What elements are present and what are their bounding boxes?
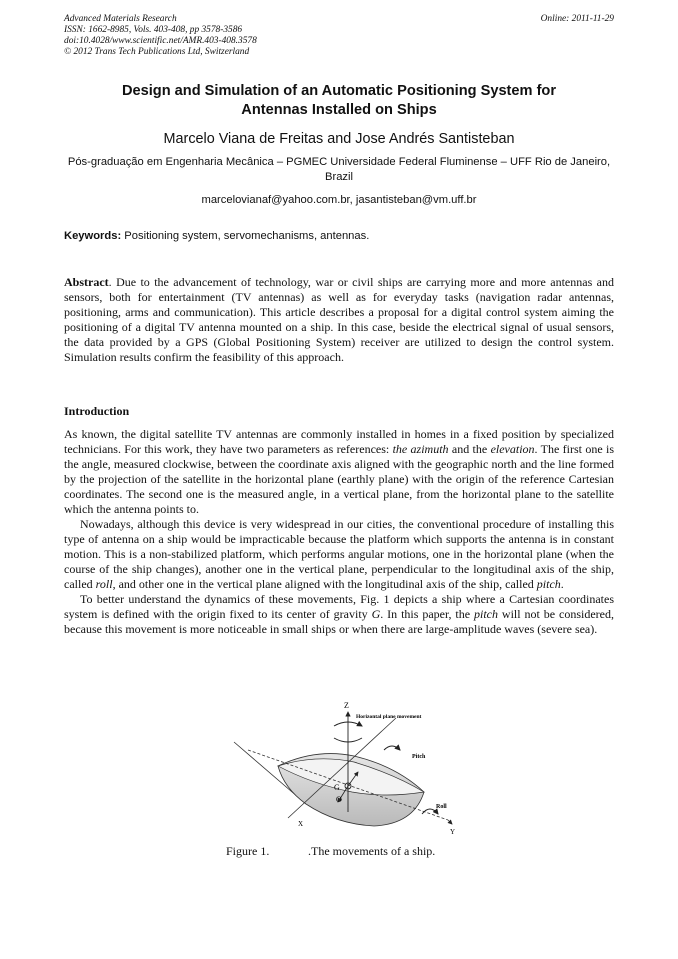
pitch-arrow: [384, 746, 400, 750]
journal-header: [64, 14, 257, 58]
para2-text-b: , and other one in the vertical plane aligned with the longitudinal axis of the ship, called: [112, 577, 537, 591]
abstract-label: Abstract: [64, 275, 109, 289]
online-date: Online: 2011-11-29: [540, 14, 614, 24]
para3-text-c: will not be considered, because this movement is more noticeable in small ships or when there are large-amplitude waves (severe sea).: [64, 607, 614, 636]
title-line-2: Antennas Installed on Ships: [241, 102, 437, 118]
para1-text-c: . The first one is the angle, measured clockwise, between the coordinate axis aligned with the geographic north and the line formed by the projection of the satellite in the horizontal plane (earthly plane) with the origin of the reference Cartesian coordinates. The second one is the measured angle, in a vertical plane, from the horizontal plane to the satellite which the antenna points to.: [64, 442, 614, 516]
para3-text-b: . In this paper, the: [380, 607, 475, 621]
para1-text-a: As known, the digital satellite TV antennas are commonly installed in homes in a fixed position by specialized technicians. For this work, they have two parameters as references:: [64, 427, 614, 456]
affiliation: Pós-graduação em Engenharia Mecânica – PGMEC Universidade Federal Fluminense – UFF Rio de Janeiro, Brazil: [67, 156, 611, 183]
caption-text: .The movements of a ship.: [308, 844, 436, 858]
para1-elevation: elevation: [490, 442, 535, 456]
para2-text-a: Nowadays, although this device is very widespread in our cities, the conventional procedure of installing this type of antenna on a ship would be impracticable because the platform which supports the antenna is in constant motion. This is a non-stabilized platform, which performs angular motions, one in the horizontal plane (when the course of the ship changes), another one in the vertical plane, perpendicular to the longitudinal axis of the ship, called: [64, 517, 614, 591]
para3-pitch: pitch: [474, 607, 499, 621]
copyright-line: © 2012 Trans Tech Publications Ltd, Switzerland: [64, 47, 250, 57]
label-horizontal-plane: Horizontal plane movement: [356, 714, 422, 720]
label-g: G: [334, 783, 340, 792]
label-roll: Roll: [436, 804, 447, 810]
para3-g: G: [371, 607, 381, 621]
issn-line: ISSN: 1662-8985, Vols. 403-408, pp 3578-3586: [64, 25, 243, 35]
introduction-heading: Introduction: [64, 404, 130, 418]
para2-roll: roll: [95, 577, 113, 591]
label-pitch: Pitch: [412, 754, 426, 760]
email: marcelovianaf@yahoo.com.br, jasantisteban@vm.uff.br: [201, 194, 477, 206]
para2-pitch: pitch: [536, 577, 561, 591]
figure-caption: [226, 844, 435, 859]
abstract: [64, 275, 614, 365]
abstract-text: . Due to the advancement of technology, war or civil ships are carrying more and more antennas and sensors, both for entertainment (TV antennas) as well as for everyday tasks (navigation radar antennas, positioning, arms and communication). This article describes a proposal for a digital control system aiming the positioning of a digital TV antenna mounted on a ship. In this case, beside the electrical signal of usual sensors, the data provided by a GPS (Global Positioning System) receiver are utilized to design the control system. Simulation results confirm the feasibility of this approach.: [64, 275, 614, 364]
para2-text-c: .: [560, 577, 564, 591]
y-axis-arrow: [448, 820, 452, 824]
keywords-text: Positioning system, servomechanisms, antennas.: [121, 230, 370, 242]
para1-azimuth: the azimuth: [392, 442, 449, 456]
keywords-label: Keywords:: [64, 230, 122, 242]
paper-title: [64, 82, 614, 120]
label-x: X: [298, 820, 304, 828]
label-o: O: [336, 795, 342, 804]
para1-text-b: and the: [448, 442, 491, 456]
doi-line: doi:10.4028/www.scientific.net/AMR.403-408.3578: [64, 36, 257, 46]
introduction-body: [64, 427, 614, 637]
paragraph-1: [64, 427, 614, 517]
authors: Marcelo Viana de Freitas and Jose Andrés Santisteban: [163, 131, 515, 147]
ship-figure: [226, 696, 470, 840]
title-line-1: Design and Simulation of an Automatic Positioning System for: [121, 83, 557, 99]
para3-text-a: To better understand the dynamics of these movements, Fig. 1 depicts a ship where a Cartesian coordinates system is defined with the origin fixed to its center of gravity: [64, 592, 614, 621]
label-z: Z: [344, 701, 349, 710]
paragraph-3: [64, 592, 614, 637]
label-y: Y: [450, 828, 456, 836]
caption-label: Figure 1.: [226, 844, 270, 858]
paragraph-2: [64, 517, 614, 592]
journal-name: Advanced Materials Research: [64, 14, 177, 24]
keywords: [64, 229, 614, 243]
